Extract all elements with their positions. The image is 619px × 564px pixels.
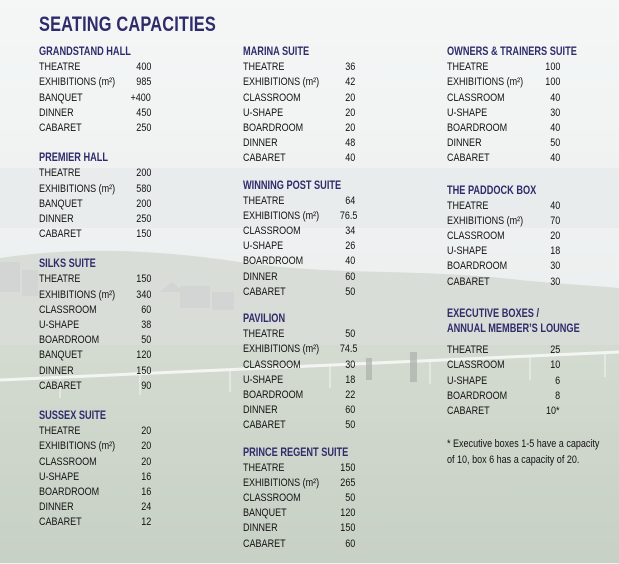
venue-name: SILKS SUITE <box>39 258 96 271</box>
layout-label: CLASSROOM <box>243 225 301 238</box>
layout-label: THEATRE <box>39 61 81 74</box>
layout-label: CABARET <box>243 419 286 432</box>
layout-label: DINNER <box>39 501 74 514</box>
capacity-row <box>243 194 355 209</box>
capacity-row <box>243 136 355 151</box>
capacity-row <box>243 476 355 491</box>
layout-label: DINNER <box>39 106 74 119</box>
capacity-row <box>39 212 151 227</box>
layout-label: CABARET <box>39 121 82 134</box>
layout-label: EXHIBITIONS (m²) <box>243 209 320 222</box>
capacity-value: 150 <box>135 228 151 241</box>
capacity-value: 200 <box>135 197 151 210</box>
capacity-value: 40 <box>549 152 560 165</box>
capacity-row <box>243 75 355 90</box>
venue-name: OWNERS & TRAINERS SUITE <box>447 46 577 58</box>
layout-label: CLASSROOM <box>243 358 301 371</box>
capacity-value: 90 <box>140 379 151 392</box>
capacity-value: 12 <box>140 516 151 529</box>
capacity-value: 34 <box>344 225 355 238</box>
capacity-row <box>447 91 560 106</box>
layout-label: BOARDROOM <box>447 260 508 273</box>
capacity-row <box>243 403 355 418</box>
capacity-value: 8 <box>554 389 560 402</box>
capacity-row <box>447 214 560 229</box>
capacity-value: 40 <box>549 199 560 212</box>
capacity-value: 22 <box>344 388 355 401</box>
capacity-row <box>39 318 151 333</box>
layout-label: DINNER <box>243 137 278 150</box>
capacity-row <box>447 389 560 404</box>
layout-label: THEATRE <box>447 199 489 212</box>
capacity-row <box>39 379 151 394</box>
capacity-value: 20 <box>140 440 151 453</box>
capacity-row <box>447 75 560 90</box>
venue-block <box>447 45 577 167</box>
layout-label: EXHIBITIONS (m²) <box>39 288 116 301</box>
venue-name: SUSSEX SUITE <box>39 409 106 422</box>
layout-label: EXHIBITIONS (m²) <box>39 440 116 453</box>
capacity-value: 400 <box>135 61 151 74</box>
capacity-value: 10* <box>546 404 560 417</box>
layout-label: DINNER <box>447 137 482 150</box>
capacity-value: 60 <box>344 537 355 550</box>
capacity-value: +400 <box>130 91 151 104</box>
layout-label: DINNER <box>243 522 278 535</box>
footnote: * Executive boxes 1-5 have a capacity of 10, box 6 has a capacity of 20. <box>447 438 600 467</box>
capacity-value: 150 <box>135 364 151 377</box>
layout-label: BOARDROOM <box>447 389 508 402</box>
capacity-row <box>447 151 560 166</box>
layout-label: CABARET <box>39 379 82 392</box>
layout-label: BANQUET <box>39 349 83 362</box>
capacity-value: 76.5 <box>339 209 358 222</box>
venue-name: THE PADDOCK BOX <box>447 184 537 197</box>
capacity-value: 30 <box>549 106 560 119</box>
layout-label: U-SHAPE <box>447 245 488 258</box>
layout-label: CABARET <box>243 285 286 298</box>
layout-label: U-SHAPE <box>447 106 488 119</box>
capacity-value: 38 <box>140 319 151 331</box>
capacity-value: 60 <box>344 270 355 283</box>
capacity-value: 26 <box>344 240 355 253</box>
capacity-value: 64 <box>344 194 355 207</box>
layout-label: THEATRE <box>243 61 285 74</box>
capacity-value: 24 <box>140 501 151 514</box>
capacity-value: 200 <box>135 167 151 180</box>
layout-label: EXHIBITIONS (m²) <box>447 76 524 89</box>
capacity-row <box>243 224 355 239</box>
capacity-value: 20 <box>344 91 355 104</box>
venue-block <box>39 257 151 394</box>
capacity-value: 30 <box>344 358 355 371</box>
capacity-value: 20 <box>344 121 355 134</box>
capacity-row <box>243 121 355 136</box>
layout-label: CABARET <box>447 404 490 417</box>
capacity-row <box>39 500 151 515</box>
capacity-row <box>447 136 560 151</box>
layout-label: CLASSROOM <box>243 91 301 104</box>
capacity-row <box>447 106 560 121</box>
capacity-value: 20 <box>549 230 560 243</box>
capacity-row <box>39 303 151 318</box>
capacity-value: 50 <box>344 285 355 298</box>
capacity-value: 16 <box>140 470 151 483</box>
capacity-value: 30 <box>549 260 560 273</box>
capacity-value: 40 <box>549 121 560 134</box>
venue-name: PAVILION <box>243 313 286 325</box>
layout-label: EXHIBITIONS (m²) <box>243 476 320 489</box>
capacity-value: 60 <box>344 404 355 417</box>
capacity-column-3 <box>447 45 600 468</box>
layout-label: CABARET <box>447 275 490 288</box>
layout-label: DINNER <box>39 212 74 225</box>
venue-name: WINNING POST SUITE <box>243 179 342 192</box>
capacity-value: 50 <box>549 137 560 150</box>
capacity-row <box>39 515 151 530</box>
capacity-value: 100 <box>544 61 560 74</box>
layout-label: EXHIBITIONS (m²) <box>243 76 320 89</box>
layout-label: BANQUET <box>39 91 83 104</box>
capacity-value: 48 <box>344 137 355 150</box>
layout-label: CLASSROOM <box>39 455 97 468</box>
capacity-value: 985 <box>135 76 151 89</box>
layout-label: DINNER <box>243 404 278 417</box>
capacity-value: 150 <box>135 273 151 286</box>
capacity-value: 16 <box>140 485 151 498</box>
venue-block <box>447 184 560 290</box>
capacity-row <box>243 373 355 388</box>
layout-label: THEATRE <box>447 344 489 357</box>
layout-label: BANQUET <box>39 197 83 210</box>
capacity-row <box>243 461 355 476</box>
venue-block <box>39 45 151 136</box>
capacity-row <box>39 227 151 242</box>
capacity-value: 40 <box>549 91 560 104</box>
capacity-value: 450 <box>135 106 151 119</box>
capacity-value: 36 <box>344 61 355 74</box>
layout-label: U-SHAPE <box>243 240 284 253</box>
capacity-value: 250 <box>135 212 151 225</box>
capacity-value: 150 <box>339 461 355 474</box>
layout-label: THEATRE <box>243 328 285 341</box>
layout-label: THEATRE <box>243 194 285 207</box>
layout-label: BOARDROOM <box>447 121 508 134</box>
venue-name: PRINCE REGENT SUITE <box>243 446 349 459</box>
layout-label: CLASSROOM <box>447 91 505 104</box>
capacity-value: 74.5 <box>339 343 358 356</box>
capacity-row <box>39 333 151 348</box>
capacity-row <box>447 244 560 259</box>
layout-label: EXHIBITIONS (m²) <box>39 182 116 195</box>
capacity-row <box>243 358 355 373</box>
capacity-row <box>39 455 151 470</box>
capacity-value: 20 <box>344 106 355 119</box>
capacity-value: 100 <box>544 76 560 89</box>
capacity-row <box>447 229 560 244</box>
capacity-value: 250 <box>135 121 151 134</box>
capacity-row <box>447 275 560 290</box>
capacity-value: 18 <box>344 373 355 386</box>
layout-label: CABARET <box>39 516 82 529</box>
capacity-value: 120 <box>135 349 151 362</box>
capacity-row <box>447 259 560 274</box>
capacity-row <box>243 151 355 166</box>
layout-label: EXHIBITIONS (m²) <box>243 343 320 356</box>
capacity-value: 40 <box>344 152 355 165</box>
capacity-row <box>39 485 151 500</box>
layout-label: BOARDROOM <box>243 388 304 401</box>
venue-name: EXECUTIVE BOXES / <box>447 307 540 320</box>
venue-block <box>39 409 151 531</box>
layout-label: EXHIBITIONS (m²) <box>39 76 116 89</box>
venue-name: GRANDSTAND HALL <box>39 46 131 58</box>
capacity-row <box>39 166 151 181</box>
page-title: SEATING CAPACITIES <box>39 13 216 36</box>
capacity-value: 340 <box>135 288 151 301</box>
capacity-row <box>39 182 151 197</box>
layout-label: CABARET <box>243 152 286 165</box>
capacity-row <box>39 424 151 439</box>
capacity-row <box>243 239 355 254</box>
capacity-row <box>447 374 560 389</box>
layout-label: THEATRE <box>243 461 285 474</box>
layout-label: DINNER <box>39 364 74 377</box>
capacity-row <box>39 91 151 106</box>
layout-label: BOARDROOM <box>39 485 100 498</box>
layout-label: CLASSROOM <box>447 230 505 243</box>
capacity-row <box>39 60 151 75</box>
capacity-row <box>39 197 151 212</box>
capacity-value: 60 <box>140 303 151 316</box>
capacity-row <box>447 404 560 419</box>
capacity-value: 50 <box>344 328 355 341</box>
layout-label: EXHIBITIONS (m²) <box>447 214 524 227</box>
layout-label: THEATRE <box>39 425 81 438</box>
capacity-row <box>447 60 560 75</box>
capacity-value: 6 <box>554 374 560 387</box>
capacity-row <box>243 418 355 433</box>
layout-label: U-SHAPE <box>243 373 284 386</box>
capacity-row <box>39 288 151 303</box>
venue-block <box>243 45 355 167</box>
capacity-value: 40 <box>344 255 355 268</box>
capacity-value: 50 <box>344 419 355 432</box>
layout-label: CLASSROOM <box>447 359 505 372</box>
capacity-row <box>243 106 355 121</box>
capacity-row <box>39 272 151 287</box>
capacity-row <box>243 388 355 403</box>
capacity-row <box>39 75 151 90</box>
venue-name: PREMIER HALL <box>39 152 108 165</box>
capacity-row <box>243 91 355 106</box>
capacity-value: 20 <box>140 425 151 438</box>
layout-label: CLASSROOM <box>243 492 301 505</box>
venue-block <box>447 307 580 419</box>
layout-label: THEATRE <box>39 273 81 286</box>
capacity-value: 10 <box>549 359 560 372</box>
capacity-value: 42 <box>344 76 355 89</box>
capacity-row <box>243 60 355 75</box>
venue-block <box>243 179 358 301</box>
layout-label: THEATRE <box>447 61 489 74</box>
capacity-column-1 <box>39 45 151 545</box>
capacity-row <box>447 121 560 136</box>
capacity-row <box>39 364 151 379</box>
venue-block <box>39 151 151 242</box>
capacity-row <box>243 342 358 357</box>
venue-name: ANNUAL MEMBER’S LOUNGE <box>447 323 580 335</box>
capacity-value: 50 <box>140 334 151 347</box>
layout-label: U-SHAPE <box>447 374 488 387</box>
capacity-value: 30 <box>549 275 560 288</box>
layout-label: BOARDROOM <box>243 255 304 268</box>
layout-label: BOARDROOM <box>243 121 304 134</box>
capacity-value: 580 <box>135 182 151 195</box>
capacity-row <box>39 348 151 363</box>
capacity-value: 70 <box>549 214 560 227</box>
capacity-value: 18 <box>549 245 560 258</box>
layout-label: U-SHAPE <box>39 470 80 483</box>
layout-label: CABARET <box>447 152 490 165</box>
capacity-row <box>39 470 151 485</box>
layout-label: CABARET <box>243 537 286 550</box>
capacity-row <box>243 270 355 285</box>
layout-label: U-SHAPE <box>39 319 80 331</box>
capacity-row <box>447 199 560 214</box>
capacity-row <box>39 106 151 121</box>
layout-label: U-SHAPE <box>243 106 284 119</box>
capacity-value: 50 <box>344 492 355 505</box>
capacity-column-2 <box>243 45 358 564</box>
layout-label: THEATRE <box>39 167 81 180</box>
capacity-row <box>243 491 355 506</box>
capacity-row <box>39 439 151 454</box>
capacity-value: 120 <box>339 507 355 520</box>
venue-block <box>243 312 358 434</box>
capacity-row <box>243 327 355 342</box>
layout-label: CLASSROOM <box>39 303 97 316</box>
capacity-value: 265 <box>339 476 355 489</box>
venue-block <box>243 446 355 552</box>
capacity-row <box>243 285 355 300</box>
layout-label: CABARET <box>39 228 82 241</box>
capacity-row <box>243 209 358 224</box>
layout-label: BOARDROOM <box>39 334 100 347</box>
capacity-row <box>447 343 560 358</box>
capacity-row <box>243 506 355 521</box>
capacity-value: 25 <box>549 344 560 357</box>
venue-name: MARINA SUITE <box>243 46 310 58</box>
capacity-row <box>243 521 355 536</box>
layout-label: BANQUET <box>243 507 287 520</box>
capacity-row <box>447 358 560 373</box>
capacity-row <box>243 537 355 552</box>
layout-label: DINNER <box>243 270 278 283</box>
capacity-value: 20 <box>140 455 151 468</box>
capacity-value: 150 <box>339 522 355 535</box>
capacity-row <box>39 121 151 136</box>
capacity-row <box>243 254 355 269</box>
